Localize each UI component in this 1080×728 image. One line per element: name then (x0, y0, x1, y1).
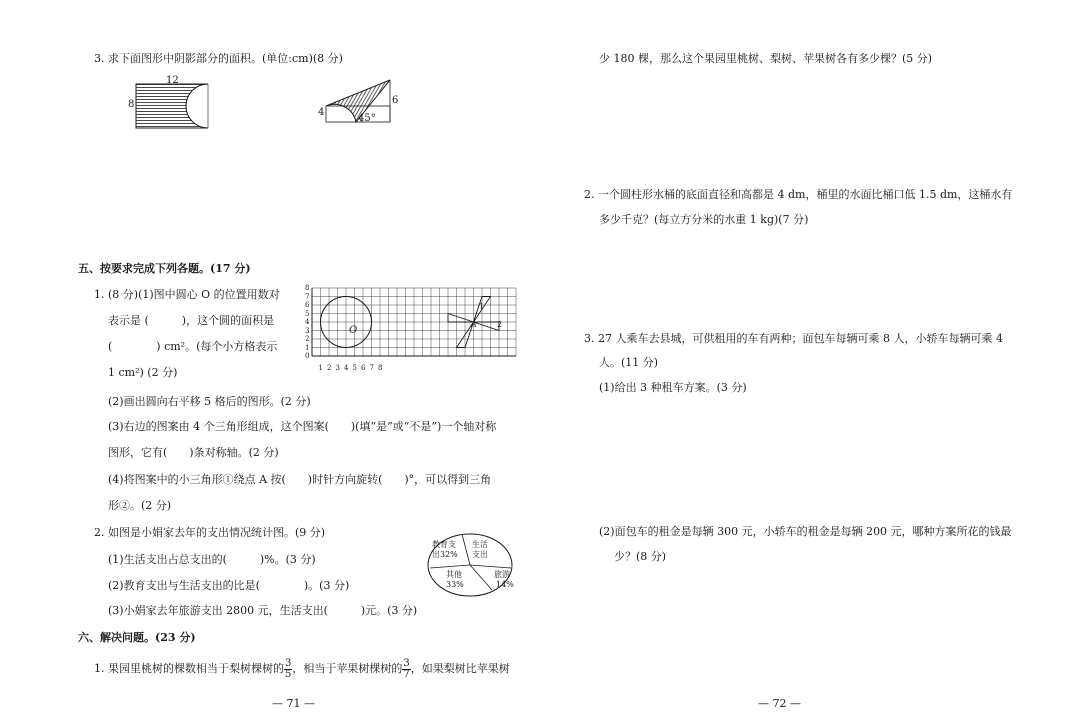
coordinate-grid (312, 288, 516, 364)
triangle-2-label: 2 (497, 320, 503, 329)
grid-y-label: 6 (305, 301, 310, 309)
s5-q1-line3: ( ) cm²。(每个小方格表示 (108, 340, 278, 353)
pie-edu-line2: 出32% (432, 550, 458, 559)
r-q3-line1: 3. 27 人乘车去县城，可供租用的车有两种；面包车每辆可乘 8 人，小轿车每辆可乘 4 (584, 332, 1003, 345)
s5-q1-sub2: (2)画出圆向右平移 5 格后的图形。(2 分) (108, 395, 311, 408)
s5-q1-line1: 1. (8 分)(1)图中圆心 O 的位置用数对 (94, 288, 280, 301)
grid-x-label: 1 (318, 364, 323, 372)
page-number-right: — 72 — (758, 697, 801, 710)
grid-x-label: 7 (369, 364, 374, 372)
fig1-top-label: 12 (166, 75, 179, 86)
point-a-label: A (471, 320, 477, 329)
triangle-1-label: 1 (479, 302, 485, 311)
r-q2-line2: 多少千克？(每立方分米的水重 1 kg)(7 分) (599, 213, 809, 226)
grid-y-label: 7 (305, 292, 310, 301)
grid-y-label: 8 (305, 284, 310, 292)
pie-travel-line2: 14% (496, 580, 514, 589)
grid-y-label: 1 (305, 343, 310, 352)
s5-q2-sub2: (2)教育支出与生活支出的比是( )。(3 分) (108, 579, 350, 592)
grid-y-label: 2 (305, 335, 310, 343)
grid-x-label: 2 (327, 364, 332, 372)
fig2-right-label: 6 (392, 95, 399, 106)
pie-life-line2: 支出 (472, 550, 488, 559)
fig2-angle-label: 45° (358, 113, 376, 124)
pie-other-line1: 其他 (446, 570, 462, 579)
fig1-side-label: 8 (128, 99, 135, 110)
grid-x-label: 5 (352, 364, 357, 372)
grid-y-label: 0 (305, 352, 310, 360)
pie-life-line1: 生活 (472, 540, 488, 549)
rotation-triangle-4 (448, 314, 474, 323)
section6-heading: 六、解决问题。(23 分) (78, 631, 196, 644)
q3-text: 3. 求下面图形中阴影部分的面积。(单位:cm)(8 分) (94, 52, 343, 65)
page-number-left: — 71 — (272, 697, 315, 710)
grid-x-label: 4 (344, 364, 349, 372)
r-q1-continuation: 少 180 棵，那么这个果园里桃树、梨树、苹果树各有多少棵？(5 分) (599, 52, 933, 65)
s6-q1-part-c: ，如果梨树比苹果树 (410, 662, 510, 675)
s5-q2-sub3: (3)小娟家去年旅游支出 2800 元，生活支出( )元。(3 分) (108, 604, 418, 617)
s5-q1-sub3b: 图形，它有( )条对称轴。(2 分) (108, 446, 279, 459)
s5-q2-sub1: (1)生活支出占总支出的( )%。(3 分) (108, 553, 316, 566)
grid-x-label: 8 (378, 364, 383, 372)
fraction-three-fifths: $\frac{3}{5}$ (285, 657, 292, 680)
r-q3-sub1: (1)给出 3 种租车方案。(3 分) (599, 381, 747, 394)
s6-q1-part-a: 1. 果园里桃树的棵数相当于梨树棵树的 (94, 662, 284, 675)
circle-center-label: O (349, 325, 358, 336)
s5-q1-sub4b: 形②。(2 分) (108, 499, 172, 512)
grid-y-label: 3 (305, 326, 310, 335)
r-q3-sub2-line1: (2)面包车的租金是每辆 300 元，小轿车的租金是每辆 200 元，哪种方案所花的钱最 (599, 525, 1012, 538)
s5-q1-sub3a: (3)右边的图案由 4 个三角形组成，这个图案( )(填“是”或“不是”)一个轴对称 (108, 420, 497, 433)
grid-x-label: 3 (335, 364, 340, 372)
r-q3-sub2-line2: 少？(8 分) (614, 550, 667, 563)
s6-q1-line (94, 658, 510, 680)
grid-x-label: 6 (361, 364, 366, 372)
section5-heading: 五、按要求完成下列各题。(17 分) (78, 262, 251, 275)
fraction-three-sevenths: $\frac{3}{7}$ (403, 657, 410, 680)
r-q3-line2: 人。(11 分) (599, 356, 659, 369)
s6-q1-part-b: ，相当于苹果树棵树的 (292, 662, 403, 675)
grid-y-label: 4 (305, 318, 310, 326)
s5-q1-line4: 1 cm²) (2 分) (108, 366, 178, 379)
fig2-left-label: 4 (318, 107, 325, 118)
pie-other-line2: 33% (446, 580, 464, 589)
s5-q1-line2: 表示是 ( )，这个圆的面积是 (108, 314, 275, 327)
grid-y-label: 5 (305, 309, 310, 318)
rotation-triangle-2 (474, 322, 500, 331)
pie-travel-line1: 旅游 (494, 570, 510, 579)
r-q2-line1: 2. 一个圆柱形水桶的底面直径和高都是 4 dm，桶里的水面比桶口低 1.5 dm，这桶水有 (584, 188, 1013, 201)
pie-edu-line1: 教育支 (432, 540, 456, 549)
s5-q2-intro: 2. 如图是小娟家去年的支出情况统计图。(9 分) (94, 526, 326, 539)
s5-q1-sub4a: (4)将图案中的小三角形①绕点 A 按( )时针方向旋转( )°，可以得到三角 (108, 473, 492, 486)
